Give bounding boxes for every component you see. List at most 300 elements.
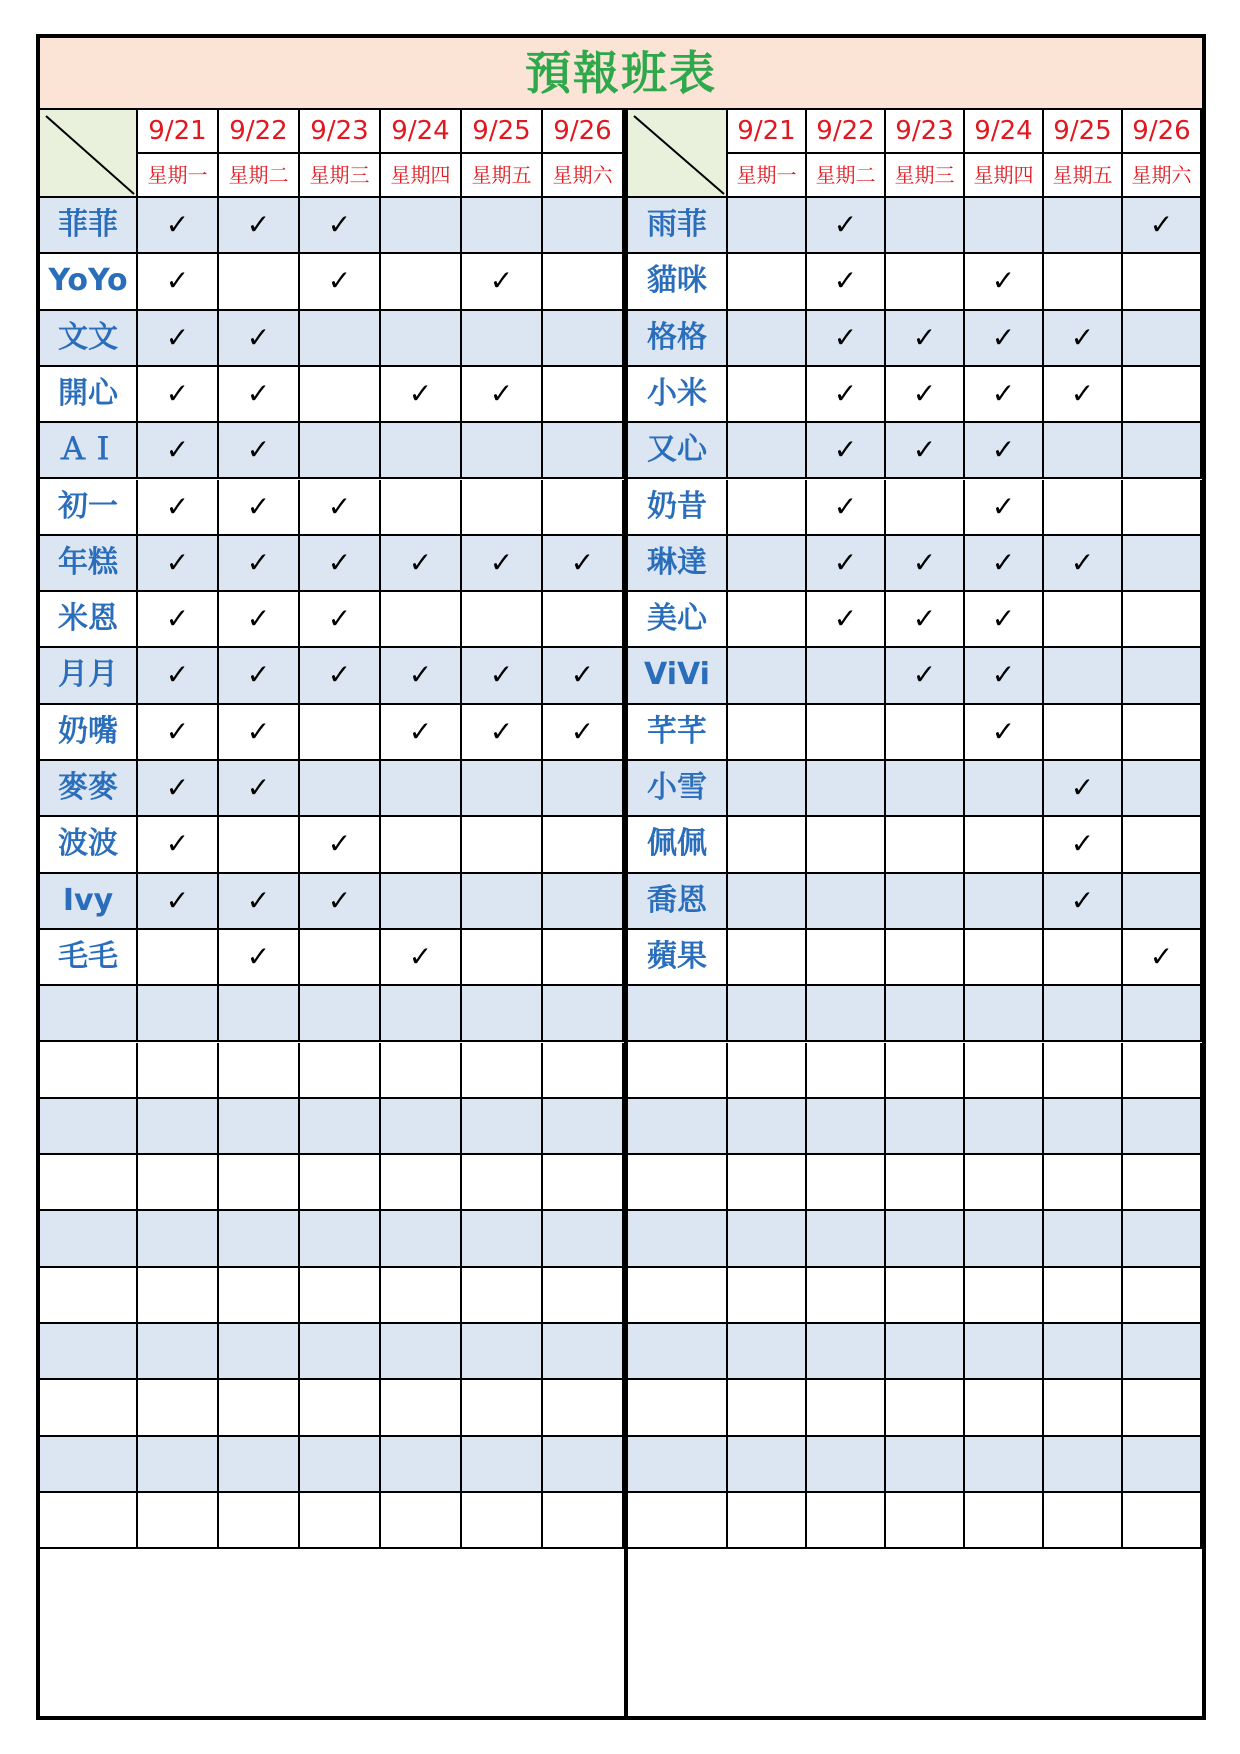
right-shift-cell[interactable] xyxy=(1123,817,1202,873)
right-shift-cell[interactable] xyxy=(886,198,965,254)
left-shift-cell[interactable] xyxy=(219,1493,300,1549)
left-check-mark-cell[interactable]: ✓ xyxy=(138,648,219,704)
right-check-mark-cell[interactable]: ✓ xyxy=(965,536,1044,592)
left-check-mark-cell[interactable]: ✓ xyxy=(138,536,219,592)
right-shift-cell[interactable] xyxy=(965,874,1044,930)
right-shift-cell[interactable] xyxy=(1123,367,1202,423)
right-shift-cell[interactable] xyxy=(728,1437,807,1493)
left-shift-cell[interactable] xyxy=(300,367,381,423)
right-shift-cell[interactable] xyxy=(1044,930,1123,986)
right-empty-name-cell[interactable] xyxy=(628,986,728,1042)
left-shift-cell[interactable] xyxy=(138,1380,219,1436)
left-staff-name[interactable]: 菲菲 xyxy=(40,198,138,254)
right-shift-cell[interactable] xyxy=(807,1043,886,1099)
left-shift-cell[interactable] xyxy=(138,1493,219,1549)
left-shift-cell[interactable] xyxy=(381,1099,462,1155)
left-shift-cell[interactable] xyxy=(300,986,381,1042)
left-shift-cell[interactable] xyxy=(381,254,462,310)
left-check-mark-cell[interactable]: ✓ xyxy=(300,198,381,254)
right-shift-cell[interactable] xyxy=(1044,1043,1123,1099)
right-shift-cell[interactable] xyxy=(965,1099,1044,1155)
left-shift-cell[interactable] xyxy=(300,311,381,367)
left-empty-name-cell[interactable] xyxy=(40,1380,138,1436)
right-empty-name-cell[interactable] xyxy=(628,1437,728,1493)
left-shift-cell[interactable] xyxy=(543,1268,624,1324)
left-check-mark-cell[interactable]: ✓ xyxy=(138,254,219,310)
right-shift-cell[interactable] xyxy=(1123,761,1202,817)
left-check-mark-cell[interactable]: ✓ xyxy=(219,648,300,704)
left-check-mark-cell[interactable]: ✓ xyxy=(381,930,462,986)
left-staff-name[interactable]: ＡＩ xyxy=(40,423,138,479)
right-check-mark-cell[interactable]: ✓ xyxy=(807,592,886,648)
left-shift-cell[interactable] xyxy=(300,930,381,986)
right-check-mark-cell[interactable]: ✓ xyxy=(807,311,886,367)
right-shift-cell[interactable] xyxy=(728,198,807,254)
left-shift-cell[interactable] xyxy=(138,1099,219,1155)
left-check-mark-cell[interactable]: ✓ xyxy=(300,648,381,704)
left-shift-cell[interactable] xyxy=(543,1043,624,1099)
right-staff-name[interactable]: 芊芊 xyxy=(628,705,728,761)
right-shift-cell[interactable] xyxy=(886,1493,965,1549)
right-shift-cell[interactable] xyxy=(886,761,965,817)
left-shift-cell[interactable] xyxy=(462,311,543,367)
right-shift-cell[interactable] xyxy=(886,874,965,930)
right-shift-cell[interactable] xyxy=(807,1380,886,1436)
right-check-mark-cell[interactable]: ✓ xyxy=(886,423,965,479)
right-check-mark-cell[interactable]: ✓ xyxy=(886,648,965,704)
left-shift-cell[interactable] xyxy=(381,198,462,254)
left-shift-cell[interactable] xyxy=(300,1099,381,1155)
right-shift-cell[interactable] xyxy=(886,705,965,761)
right-shift-cell[interactable] xyxy=(886,817,965,873)
left-check-mark-cell[interactable]: ✓ xyxy=(462,367,543,423)
right-check-mark-cell[interactable]: ✓ xyxy=(1044,536,1123,592)
right-check-mark-cell[interactable]: ✓ xyxy=(965,592,1044,648)
right-shift-cell[interactable] xyxy=(728,1099,807,1155)
left-check-mark-cell[interactable]: ✓ xyxy=(219,874,300,930)
left-staff-name[interactable]: 波波 xyxy=(40,817,138,873)
left-check-mark-cell[interactable]: ✓ xyxy=(138,423,219,479)
left-shift-cell[interactable] xyxy=(138,1211,219,1267)
right-shift-cell[interactable] xyxy=(728,480,807,536)
left-shift-cell[interactable] xyxy=(300,1437,381,1493)
left-shift-cell[interactable] xyxy=(543,1437,624,1493)
left-check-mark-cell[interactable]: ✓ xyxy=(219,423,300,479)
left-shift-cell[interactable] xyxy=(462,1380,543,1436)
left-check-mark-cell[interactable]: ✓ xyxy=(138,592,219,648)
right-staff-name[interactable]: 格格 xyxy=(628,311,728,367)
right-shift-cell[interactable] xyxy=(807,1268,886,1324)
right-shift-cell[interactable] xyxy=(1123,1437,1202,1493)
left-shift-cell[interactable] xyxy=(462,874,543,930)
right-shift-cell[interactable] xyxy=(1123,423,1202,479)
left-shift-cell[interactable] xyxy=(543,1099,624,1155)
left-check-mark-cell[interactable]: ✓ xyxy=(138,874,219,930)
right-shift-cell[interactable] xyxy=(1123,874,1202,930)
left-shift-cell[interactable] xyxy=(543,1493,624,1549)
left-shift-cell[interactable] xyxy=(381,986,462,1042)
right-staff-name[interactable]: 奶昔 xyxy=(628,480,728,536)
left-check-mark-cell[interactable]: ✓ xyxy=(219,705,300,761)
right-shift-cell[interactable] xyxy=(1123,986,1202,1042)
right-shift-cell[interactable] xyxy=(728,1380,807,1436)
left-shift-cell[interactable] xyxy=(462,198,543,254)
right-check-mark-cell[interactable]: ✓ xyxy=(1044,761,1123,817)
left-shift-cell[interactable] xyxy=(543,592,624,648)
left-check-mark-cell[interactable]: ✓ xyxy=(138,311,219,367)
left-empty-name-cell[interactable] xyxy=(40,986,138,1042)
right-shift-cell[interactable] xyxy=(1044,423,1123,479)
left-staff-name[interactable]: 開心 xyxy=(40,367,138,423)
left-check-mark-cell[interactable]: ✓ xyxy=(219,761,300,817)
right-staff-name[interactable]: 喬恩 xyxy=(628,874,728,930)
left-shift-cell[interactable] xyxy=(462,480,543,536)
left-shift-cell[interactable] xyxy=(219,986,300,1042)
right-check-mark-cell[interactable]: ✓ xyxy=(807,367,886,423)
left-shift-cell[interactable] xyxy=(381,1380,462,1436)
right-check-mark-cell[interactable]: ✓ xyxy=(807,198,886,254)
right-staff-name[interactable]: 貓咪 xyxy=(628,254,728,310)
right-shift-cell[interactable] xyxy=(807,1493,886,1549)
right-shift-cell[interactable] xyxy=(1044,1268,1123,1324)
right-empty-name-cell[interactable] xyxy=(628,1268,728,1324)
left-shift-cell[interactable] xyxy=(219,1268,300,1324)
left-shift-cell[interactable] xyxy=(543,254,624,310)
left-check-mark-cell[interactable]: ✓ xyxy=(219,536,300,592)
left-shift-cell[interactable] xyxy=(462,1437,543,1493)
right-shift-cell[interactable] xyxy=(1044,1324,1123,1380)
right-staff-name[interactable]: 蘋果 xyxy=(628,930,728,986)
right-shift-cell[interactable] xyxy=(965,1380,1044,1436)
left-shift-cell[interactable] xyxy=(462,423,543,479)
left-shift-cell[interactable] xyxy=(381,1211,462,1267)
right-staff-name[interactable]: 美心 xyxy=(628,592,728,648)
left-check-mark-cell[interactable]: ✓ xyxy=(381,536,462,592)
right-shift-cell[interactable] xyxy=(1044,1155,1123,1211)
right-check-mark-cell[interactable]: ✓ xyxy=(965,367,1044,423)
right-shift-cell[interactable] xyxy=(728,930,807,986)
right-shift-cell[interactable] xyxy=(1123,1493,1202,1549)
right-shift-cell[interactable] xyxy=(1044,1493,1123,1549)
right-shift-cell[interactable] xyxy=(1044,592,1123,648)
right-check-mark-cell[interactable]: ✓ xyxy=(807,423,886,479)
right-shift-cell[interactable] xyxy=(1123,254,1202,310)
right-check-mark-cell[interactable]: ✓ xyxy=(965,705,1044,761)
left-shift-cell[interactable] xyxy=(300,1493,381,1549)
right-shift-cell[interactable] xyxy=(807,761,886,817)
left-empty-name-cell[interactable] xyxy=(40,1211,138,1267)
right-empty-name-cell[interactable] xyxy=(628,1099,728,1155)
right-shift-cell[interactable] xyxy=(886,1437,965,1493)
left-check-mark-cell[interactable]: ✓ xyxy=(138,705,219,761)
right-empty-name-cell[interactable] xyxy=(628,1324,728,1380)
left-staff-name[interactable]: Ivy xyxy=(40,874,138,930)
left-shift-cell[interactable] xyxy=(138,1043,219,1099)
left-shift-cell[interactable] xyxy=(300,761,381,817)
right-shift-cell[interactable] xyxy=(965,198,1044,254)
left-shift-cell[interactable] xyxy=(381,423,462,479)
right-shift-cell[interactable] xyxy=(807,817,886,873)
right-staff-name[interactable]: 雨菲 xyxy=(628,198,728,254)
left-empty-name-cell[interactable] xyxy=(40,1043,138,1099)
left-shift-cell[interactable] xyxy=(219,1043,300,1099)
right-shift-cell[interactable] xyxy=(965,1211,1044,1267)
left-check-mark-cell[interactable]: ✓ xyxy=(462,648,543,704)
left-shift-cell[interactable] xyxy=(219,254,300,310)
right-shift-cell[interactable] xyxy=(1123,1043,1202,1099)
left-shift-cell[interactable] xyxy=(462,986,543,1042)
left-shift-cell[interactable] xyxy=(300,423,381,479)
right-shift-cell[interactable] xyxy=(886,254,965,310)
left-shift-cell[interactable] xyxy=(543,874,624,930)
right-staff-name[interactable]: 佩佩 xyxy=(628,817,728,873)
right-shift-cell[interactable] xyxy=(1123,1211,1202,1267)
right-shift-cell[interactable] xyxy=(728,1155,807,1211)
right-shift-cell[interactable] xyxy=(807,648,886,704)
left-shift-cell[interactable] xyxy=(219,1437,300,1493)
left-shift-cell[interactable] xyxy=(300,1324,381,1380)
left-shift-cell[interactable] xyxy=(543,986,624,1042)
right-shift-cell[interactable] xyxy=(1044,986,1123,1042)
right-shift-cell[interactable] xyxy=(886,1324,965,1380)
right-shift-cell[interactable] xyxy=(807,930,886,986)
right-check-mark-cell[interactable]: ✓ xyxy=(1044,367,1123,423)
right-shift-cell[interactable] xyxy=(728,1211,807,1267)
right-shift-cell[interactable] xyxy=(886,930,965,986)
left-check-mark-cell[interactable]: ✓ xyxy=(219,592,300,648)
left-shift-cell[interactable] xyxy=(543,198,624,254)
right-shift-cell[interactable] xyxy=(886,1380,965,1436)
right-check-mark-cell[interactable]: ✓ xyxy=(965,648,1044,704)
right-shift-cell[interactable] xyxy=(1123,705,1202,761)
right-shift-cell[interactable] xyxy=(728,648,807,704)
left-shift-cell[interactable] xyxy=(381,874,462,930)
right-shift-cell[interactable] xyxy=(965,986,1044,1042)
right-shift-cell[interactable] xyxy=(1044,1099,1123,1155)
right-empty-name-cell[interactable] xyxy=(628,1493,728,1549)
left-check-mark-cell[interactable]: ✓ xyxy=(138,761,219,817)
right-shift-cell[interactable] xyxy=(1123,536,1202,592)
right-shift-cell[interactable] xyxy=(807,1211,886,1267)
left-staff-name[interactable]: 文文 xyxy=(40,311,138,367)
left-shift-cell[interactable] xyxy=(543,1324,624,1380)
left-check-mark-cell[interactable]: ✓ xyxy=(381,367,462,423)
right-check-mark-cell[interactable]: ✓ xyxy=(1044,817,1123,873)
right-shift-cell[interactable] xyxy=(728,592,807,648)
right-shift-cell[interactable] xyxy=(807,1099,886,1155)
left-shift-cell[interactable] xyxy=(300,1211,381,1267)
left-check-mark-cell[interactable]: ✓ xyxy=(138,817,219,873)
right-shift-cell[interactable] xyxy=(1044,705,1123,761)
left-check-mark-cell[interactable]: ✓ xyxy=(462,705,543,761)
left-check-mark-cell[interactable]: ✓ xyxy=(462,536,543,592)
left-staff-name[interactable]: YoYo xyxy=(40,254,138,310)
right-shift-cell[interactable] xyxy=(965,1493,1044,1549)
left-check-mark-cell[interactable]: ✓ xyxy=(300,536,381,592)
right-shift-cell[interactable] xyxy=(728,1324,807,1380)
left-check-mark-cell[interactable]: ✓ xyxy=(543,536,624,592)
right-shift-cell[interactable] xyxy=(728,1268,807,1324)
right-shift-cell[interactable] xyxy=(728,367,807,423)
right-check-mark-cell[interactable]: ✓ xyxy=(965,254,1044,310)
left-shift-cell[interactable] xyxy=(462,1043,543,1099)
left-check-mark-cell[interactable]: ✓ xyxy=(543,648,624,704)
right-check-mark-cell[interactable]: ✓ xyxy=(886,311,965,367)
left-shift-cell[interactable] xyxy=(543,311,624,367)
left-shift-cell[interactable] xyxy=(300,705,381,761)
right-check-mark-cell[interactable]: ✓ xyxy=(1044,311,1123,367)
left-check-mark-cell[interactable]: ✓ xyxy=(300,817,381,873)
right-shift-cell[interactable] xyxy=(886,480,965,536)
right-shift-cell[interactable] xyxy=(886,1268,965,1324)
left-empty-name-cell[interactable] xyxy=(40,1268,138,1324)
left-shift-cell[interactable] xyxy=(138,1324,219,1380)
left-shift-cell[interactable] xyxy=(543,480,624,536)
right-check-mark-cell[interactable]: ✓ xyxy=(886,536,965,592)
left-shift-cell[interactable] xyxy=(543,367,624,423)
right-shift-cell[interactable] xyxy=(807,874,886,930)
right-shift-cell[interactable] xyxy=(1123,1099,1202,1155)
left-shift-cell[interactable] xyxy=(381,592,462,648)
left-check-mark-cell[interactable]: ✓ xyxy=(381,705,462,761)
left-shift-cell[interactable] xyxy=(219,1380,300,1436)
right-shift-cell[interactable] xyxy=(1123,1155,1202,1211)
left-shift-cell[interactable] xyxy=(381,1493,462,1549)
left-shift-cell[interactable] xyxy=(138,930,219,986)
right-check-mark-cell[interactable]: ✓ xyxy=(807,480,886,536)
left-shift-cell[interactable] xyxy=(381,761,462,817)
left-check-mark-cell[interactable]: ✓ xyxy=(543,705,624,761)
right-shift-cell[interactable] xyxy=(886,1155,965,1211)
left-shift-cell[interactable] xyxy=(300,1155,381,1211)
right-check-mark-cell[interactable]: ✓ xyxy=(807,536,886,592)
right-shift-cell[interactable] xyxy=(728,536,807,592)
left-empty-name-cell[interactable] xyxy=(40,1437,138,1493)
left-shift-cell[interactable] xyxy=(543,930,624,986)
right-shift-cell[interactable] xyxy=(965,1155,1044,1211)
right-shift-cell[interactable] xyxy=(965,1437,1044,1493)
left-check-mark-cell[interactable]: ✓ xyxy=(138,480,219,536)
right-shift-cell[interactable] xyxy=(1123,648,1202,704)
right-shift-cell[interactable] xyxy=(728,705,807,761)
left-check-mark-cell[interactable]: ✓ xyxy=(219,367,300,423)
left-shift-cell[interactable] xyxy=(462,1493,543,1549)
left-shift-cell[interactable] xyxy=(300,1043,381,1099)
right-shift-cell[interactable] xyxy=(728,1493,807,1549)
left-shift-cell[interactable] xyxy=(381,311,462,367)
left-check-mark-cell[interactable]: ✓ xyxy=(138,367,219,423)
left-empty-name-cell[interactable] xyxy=(40,1324,138,1380)
left-shift-cell[interactable] xyxy=(138,1155,219,1211)
left-staff-name[interactable]: 月月 xyxy=(40,648,138,704)
left-empty-name-cell[interactable] xyxy=(40,1155,138,1211)
left-shift-cell[interactable] xyxy=(219,1155,300,1211)
right-shift-cell[interactable] xyxy=(886,1211,965,1267)
right-staff-name[interactable]: ViVi xyxy=(628,648,728,704)
left-shift-cell[interactable] xyxy=(381,1268,462,1324)
left-check-mark-cell[interactable]: ✓ xyxy=(219,311,300,367)
left-shift-cell[interactable] xyxy=(462,1211,543,1267)
right-shift-cell[interactable] xyxy=(807,705,886,761)
left-check-mark-cell[interactable]: ✓ xyxy=(219,198,300,254)
left-shift-cell[interactable] xyxy=(462,1155,543,1211)
left-shift-cell[interactable] xyxy=(381,1043,462,1099)
left-shift-cell[interactable] xyxy=(219,1099,300,1155)
left-shift-cell[interactable] xyxy=(543,1155,624,1211)
right-shift-cell[interactable] xyxy=(1044,198,1123,254)
left-staff-name[interactable]: 年糕 xyxy=(40,536,138,592)
left-shift-cell[interactable] xyxy=(300,1268,381,1324)
right-shift-cell[interactable] xyxy=(1044,1437,1123,1493)
left-shift-cell[interactable] xyxy=(219,1324,300,1380)
right-empty-name-cell[interactable] xyxy=(628,1155,728,1211)
right-shift-cell[interactable] xyxy=(1123,1324,1202,1380)
right-shift-cell[interactable] xyxy=(728,1043,807,1099)
right-check-mark-cell[interactable]: ✓ xyxy=(886,367,965,423)
right-check-mark-cell[interactable]: ✓ xyxy=(886,592,965,648)
right-shift-cell[interactable] xyxy=(728,817,807,873)
left-shift-cell[interactable] xyxy=(462,761,543,817)
left-shift-cell[interactable] xyxy=(462,1099,543,1155)
left-check-mark-cell[interactable]: ✓ xyxy=(381,648,462,704)
right-shift-cell[interactable] xyxy=(1044,648,1123,704)
left-shift-cell[interactable] xyxy=(138,1268,219,1324)
left-staff-name[interactable]: 奶嘴 xyxy=(40,705,138,761)
left-check-mark-cell[interactable]: ✓ xyxy=(219,930,300,986)
left-shift-cell[interactable] xyxy=(381,1155,462,1211)
right-shift-cell[interactable] xyxy=(965,817,1044,873)
left-empty-name-cell[interactable] xyxy=(40,1493,138,1549)
left-shift-cell[interactable] xyxy=(543,423,624,479)
left-shift-cell[interactable] xyxy=(462,1324,543,1380)
right-staff-name[interactable]: 小米 xyxy=(628,367,728,423)
left-shift-cell[interactable] xyxy=(138,986,219,1042)
left-staff-name[interactable]: 初一 xyxy=(40,480,138,536)
right-shift-cell[interactable] xyxy=(1123,311,1202,367)
left-shift-cell[interactable] xyxy=(138,1437,219,1493)
right-shift-cell[interactable] xyxy=(1123,592,1202,648)
left-shift-cell[interactable] xyxy=(381,480,462,536)
right-shift-cell[interactable] xyxy=(1123,1268,1202,1324)
left-shift-cell[interactable] xyxy=(381,1437,462,1493)
right-shift-cell[interactable] xyxy=(1044,1211,1123,1267)
right-shift-cell[interactable] xyxy=(728,986,807,1042)
left-check-mark-cell[interactable]: ✓ xyxy=(138,198,219,254)
right-shift-cell[interactable] xyxy=(886,1043,965,1099)
right-shift-cell[interactable] xyxy=(728,254,807,310)
right-shift-cell[interactable] xyxy=(728,761,807,817)
right-empty-name-cell[interactable] xyxy=(628,1380,728,1436)
right-shift-cell[interactable] xyxy=(807,1324,886,1380)
left-check-mark-cell[interactable]: ✓ xyxy=(300,874,381,930)
right-staff-name[interactable]: 琳達 xyxy=(628,536,728,592)
right-shift-cell[interactable] xyxy=(807,1437,886,1493)
left-shift-cell[interactable] xyxy=(300,1380,381,1436)
right-shift-cell[interactable] xyxy=(1044,254,1123,310)
right-shift-cell[interactable] xyxy=(807,1155,886,1211)
left-staff-name[interactable]: 麥麥 xyxy=(40,761,138,817)
left-shift-cell[interactable] xyxy=(462,592,543,648)
left-check-mark-cell[interactable]: ✓ xyxy=(300,480,381,536)
right-shift-cell[interactable] xyxy=(886,1099,965,1155)
left-shift-cell[interactable] xyxy=(462,1268,543,1324)
left-shift-cell[interactable] xyxy=(381,1324,462,1380)
right-staff-name[interactable]: 小雪 xyxy=(628,761,728,817)
right-shift-cell[interactable] xyxy=(965,1324,1044,1380)
left-shift-cell[interactable] xyxy=(543,761,624,817)
right-check-mark-cell[interactable]: ✓ xyxy=(965,423,1044,479)
right-check-mark-cell[interactable]: ✓ xyxy=(1123,198,1202,254)
